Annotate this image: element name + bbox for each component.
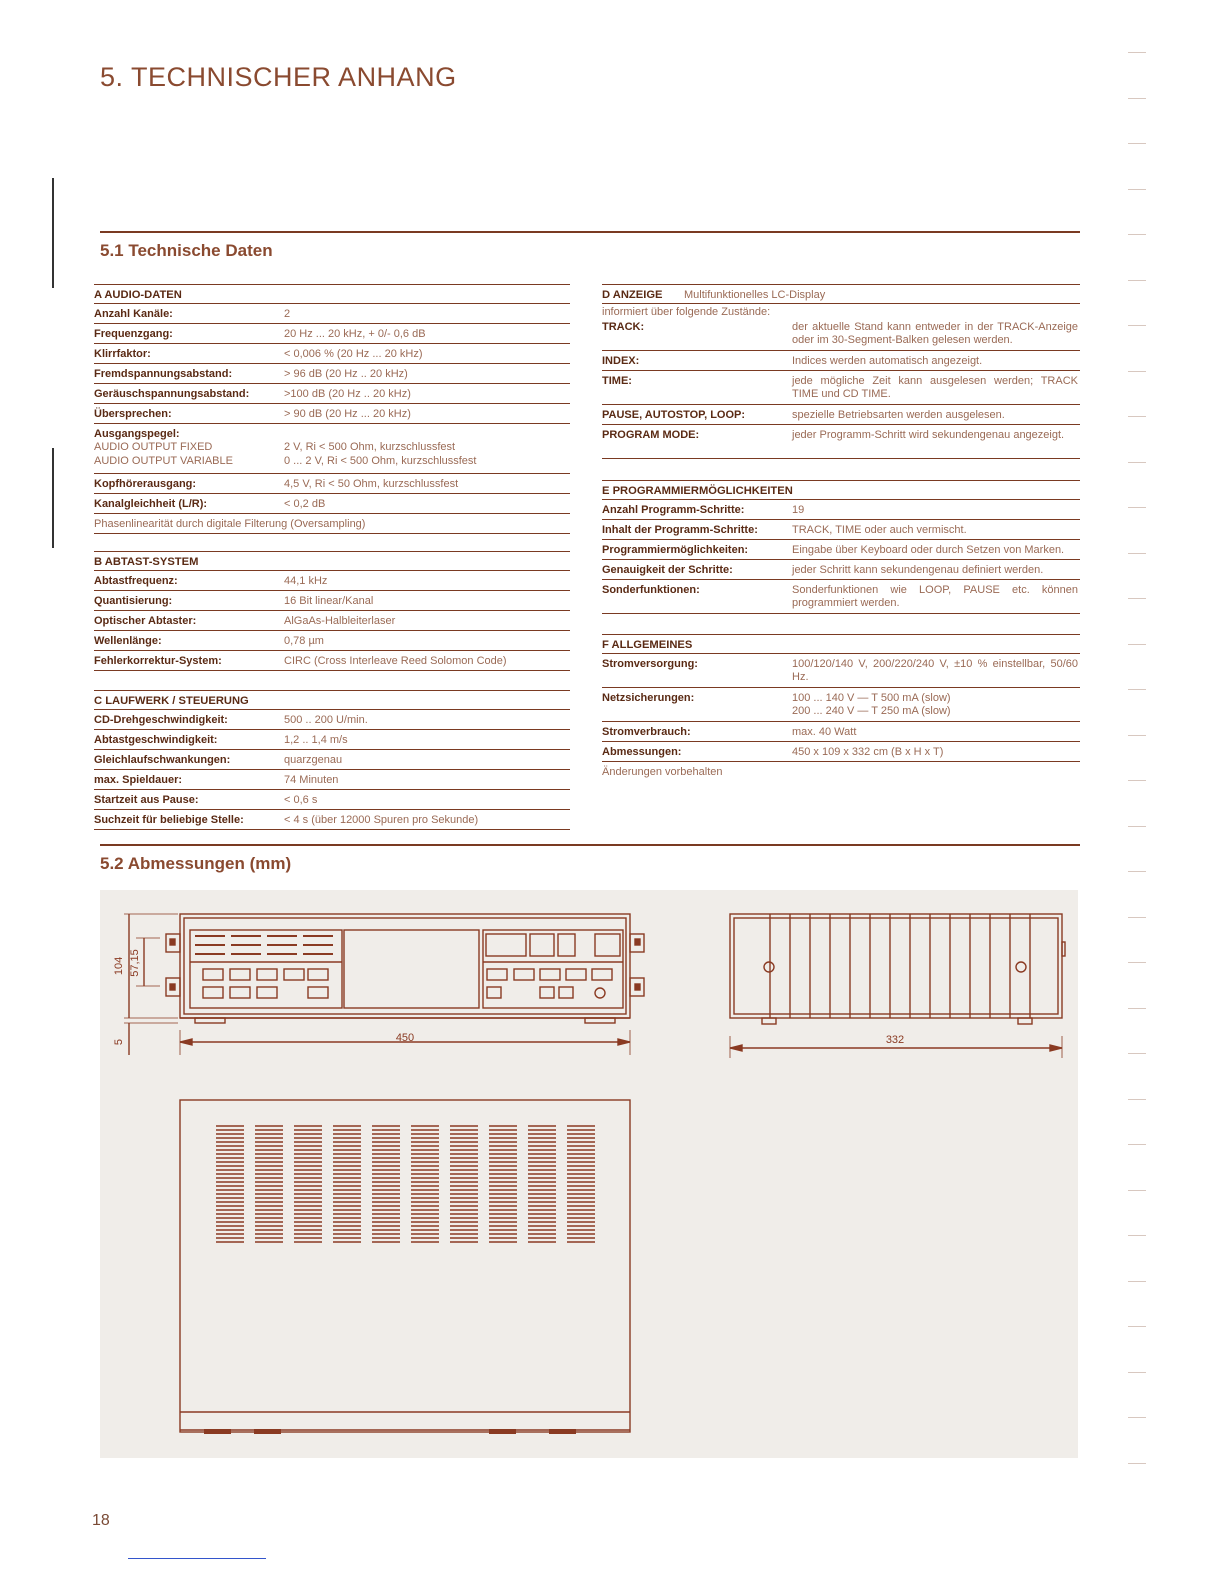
table-row: [94, 384, 570, 404]
row-value: < 0,6 s: [284, 794, 318, 806]
row-label: PROGRAM MODE:: [602, 429, 700, 441]
row-value: 74 Minuten: [284, 774, 339, 786]
row-value: < 0,2 dB: [284, 498, 326, 510]
row-value: quarzgenau: [284, 754, 343, 766]
margin-bar: [52, 178, 54, 288]
row-value: AlGaAs-Halbleiterlaser: [284, 615, 396, 627]
row-label: Frequenzgang:: [94, 328, 173, 340]
row-value: spezielle Betriebsarten werden ausgelesen.: [792, 409, 1005, 421]
row-value: jeder Schritt kann sekundengenau definiert werden.: [792, 564, 1044, 576]
table-row: [94, 364, 570, 384]
row-value: 44,1 kHz: [284, 575, 328, 587]
row-label: Inhalt der Programm-Schritte:: [602, 524, 758, 536]
depth-label: 332: [885, 1034, 905, 1046]
row-value: CIRC (Cross Interleave Reed Solomon Code): [284, 655, 507, 667]
row-value: 20 Hz ... 20 kHz, + 0/- 0,6 dB: [284, 328, 426, 340]
margin-tick: [1128, 917, 1146, 918]
table-row: [94, 514, 570, 534]
margin-tick: [1128, 507, 1146, 508]
table-row: [602, 520, 1080, 540]
row-value: > 90 dB (20 Hz ... 20 kHz): [284, 408, 411, 420]
row-label: Genauigkeit der Schritte:: [602, 564, 733, 576]
table-row: [94, 631, 570, 651]
row-value: < 4 s (über 12000 Spuren pro Sekunde): [284, 814, 479, 826]
row-value: 450 x 109 x 332 cm (B x H x T): [792, 746, 944, 758]
table-row: [602, 405, 1080, 425]
row-label: Kopfhörerausgang:: [94, 478, 197, 490]
margin-tick: [1128, 1372, 1146, 1373]
height-label: 104: [113, 956, 125, 976]
table-row: [602, 654, 1080, 688]
margin-tick: [1128, 1235, 1146, 1236]
table-row: [94, 790, 570, 810]
vent-grille: [216, 1126, 595, 1242]
row-value: der aktuelle Stand kann entweder in der TRACK-Anzeige oder im 30-Segment-Balken gelesen werden.: [792, 321, 1078, 346]
scan-line: [128, 1558, 266, 1559]
section-rule: [100, 231, 1080, 233]
table-row: [94, 424, 570, 474]
table-row: [94, 770, 570, 790]
row-sublabel: AUDIO OUTPUT VARIABLE: [94, 455, 233, 467]
margin-tick: [1128, 644, 1146, 645]
margin-tick: [1128, 462, 1146, 463]
laufwerk-table: [94, 690, 570, 830]
row-label: Anzahl Programm-Schritte:: [602, 504, 745, 516]
row-label: Gleichlaufschwankungen:: [94, 754, 231, 766]
margin-tick: [1128, 1417, 1146, 1418]
row-label: Programmiermöglichkeiten:: [602, 544, 749, 556]
margin-tick: [1128, 143, 1146, 144]
table-row: [602, 500, 1080, 520]
row-label: Fehlerkorrektur-System:: [94, 655, 222, 667]
row-label: TRACK:: [602, 321, 645, 333]
table-row: [602, 317, 1080, 351]
programm-table: [602, 480, 1080, 614]
row-value: 2 V, Ri < 500 Ohm, kurzschlussfest: [284, 441, 456, 453]
allgemein-note: Änderungen vorbehalten: [602, 766, 723, 778]
allgemein-table: [602, 634, 1080, 780]
margin-tick: [1128, 1053, 1146, 1054]
margin-tick: [1128, 1099, 1146, 1100]
row-value: 500 .. 200 U/min.: [284, 714, 368, 726]
table-row: [94, 651, 570, 671]
table-row: [94, 324, 570, 344]
laufwerk-heading: C LAUFWERK / STEUERUNG: [94, 695, 249, 707]
table-row: [94, 304, 570, 324]
row-label: Stromversorgung:: [602, 658, 698, 670]
margin-tick: [1128, 416, 1146, 417]
programm-heading: E PROGRAMMIERMÖGLICHKEITEN: [602, 485, 793, 497]
row-label: Netzsicherungen:: [602, 692, 695, 704]
margin-tick: [1128, 598, 1146, 599]
margin-tick: [1128, 780, 1146, 781]
row-value: 100 ... 140 V — T 500 mA (slow): [792, 692, 951, 704]
table-row: [602, 742, 1080, 762]
abtast-table: [94, 551, 570, 671]
margin-tick: [1128, 52, 1146, 53]
front-view-drawing: [124, 914, 644, 1055]
table-row: [94, 494, 570, 514]
table-row: [94, 710, 570, 730]
table-row: [602, 722, 1080, 742]
margin-tick: [1128, 280, 1146, 281]
margin-bar: [52, 448, 54, 548]
row-label: Optischer Abtaster:: [94, 615, 197, 627]
row-label: PAUSE, AUTOSTOP, LOOP:: [602, 409, 746, 421]
table-row: [602, 540, 1080, 560]
row-value: 16 Bit linear/Kanal: [284, 595, 374, 607]
row-value: Indices werden automatisch angezeigt.: [792, 355, 983, 367]
margin-tick: [1128, 735, 1146, 736]
margin-tick: [1128, 553, 1146, 554]
row-label: INDEX:: [602, 355, 640, 367]
margin-tick: [1128, 826, 1146, 827]
margin-tick: [1128, 234, 1146, 235]
row-value: 2: [284, 308, 291, 320]
table-row: [602, 425, 1080, 459]
feet-label: 5: [113, 1038, 125, 1046]
row-label: Stromverbrauch:: [602, 726, 691, 738]
table-row: [602, 688, 1080, 722]
row-value: 100/120/140 V, 200/220/240 V, ±10 % einstellbar, 50/60 Hz.: [792, 658, 1078, 683]
row-value: 200 ... 240 V — T 250 mA (slow): [792, 705, 951, 717]
audio-table: [94, 284, 570, 534]
margin-tick: [1128, 371, 1146, 372]
anzeige-intro: informiert über folgende Zustände:: [602, 306, 771, 318]
row-value: TRACK, TIME oder auch vermischt.: [792, 524, 967, 536]
row-label: Sonderfunktionen:: [602, 584, 700, 596]
row-label: Startzeit aus Pause:: [94, 794, 199, 806]
table-row: [94, 474, 570, 494]
allgemein-heading: F ALLGEMEINES: [602, 639, 693, 651]
row-label: Ausgangspegel:: [94, 428, 180, 440]
margin-tick: [1128, 189, 1146, 190]
margin-tick: [1128, 1326, 1146, 1327]
row-label: TIME:: [602, 375, 632, 387]
abtast-heading: B ABTAST-SYSTEM: [94, 556, 199, 568]
row-label: Klirrfaktor:: [94, 348, 151, 360]
table-row: [94, 591, 570, 611]
table-row: [94, 571, 570, 591]
row-value: 0 ... 2 V, Ri < 500 Ohm, kurzschlussfest: [284, 455, 477, 467]
margin-tick: [1128, 689, 1146, 690]
row-label: Wellenlänge:: [94, 635, 162, 647]
row-label: Abtastgeschwindigkeit:: [94, 734, 218, 746]
margin-tick: [1128, 1144, 1146, 1145]
section-title: 5.1 Technische Daten: [100, 241, 273, 260]
table-row: [94, 730, 570, 750]
row-label: max. Spieldauer:: [94, 774, 183, 786]
top-view-drawing: [180, 1100, 630, 1433]
row-value: < 0,006 % (20 Hz ... 20 kHz): [284, 348, 423, 360]
anzeige-heading-value: Multifunktionelles LC-Display: [684, 289, 826, 301]
row-value: 19: [792, 504, 805, 516]
audio-heading: A AUDIO-DATEN: [94, 289, 182, 301]
anzeige-heading: D ANZEIGE: [602, 289, 663, 301]
row-label: Kanalgleichheit (L/R):: [94, 498, 208, 510]
row-label: Abmessungen:: [602, 746, 682, 758]
row-value: >100 dB (20 Hz .. 20 kHz): [284, 388, 411, 400]
row-label: Suchzeit für beliebige Stelle:: [94, 814, 244, 826]
section-rule: [100, 844, 1080, 846]
inner-height-label: 57,15: [129, 949, 141, 977]
row-value: jeder Programm-Schritt wird sekundengenau angezeigt.: [792, 429, 1065, 441]
row-label: CD-Drehgeschwindigkeit:: [94, 714, 228, 726]
row-value: jede mögliche Zeit kann ausgelesen werden; TRACK TIME und CD TIME.: [792, 375, 1078, 400]
margin-tick: [1128, 1008, 1146, 1009]
row-value: 0,78 µm: [284, 635, 324, 647]
row-value: Sonderfunktionen wie LOOP, PAUSE etc. können programmiert werden.: [792, 584, 1078, 609]
page-title: 5. TECHNISCHER ANHANG: [100, 62, 457, 92]
margin-tick: [1128, 1281, 1146, 1282]
table-row: [94, 810, 570, 830]
page-number: 18: [92, 1512, 110, 1529]
row-label: Geräuschspannungsabstand:: [94, 388, 250, 400]
row-value: 4,5 V, Ri < 50 Ohm, kurzschlussfest: [284, 478, 459, 490]
row-label: Fremdspannungsabstand:: [94, 368, 233, 380]
table-row: [94, 611, 570, 631]
section-title: 5.2 Abmessungen (mm): [100, 854, 292, 873]
table-row: [602, 560, 1080, 580]
row-label: Quantisierung:: [94, 595, 173, 607]
row-value: max. 40 Watt: [792, 726, 857, 738]
dimension-drawings: [100, 890, 1078, 1458]
table-row: [602, 371, 1080, 405]
table-row: [94, 404, 570, 424]
row-sublabel: AUDIO OUTPUT FIXED: [94, 441, 213, 453]
margin-tick: [1128, 962, 1146, 963]
table-row: [94, 750, 570, 770]
width-label: 450: [395, 1032, 415, 1044]
margin-tick: [1128, 871, 1146, 872]
table-row: [94, 344, 570, 364]
margin-tick: [1128, 1190, 1146, 1191]
margin-tick: [1128, 1463, 1146, 1464]
table-row: [602, 580, 1080, 614]
row-note: Phasenlinearität durch digitale Filterung (Oversampling): [94, 518, 366, 530]
table-row: [602, 351, 1080, 371]
row-value: > 96 dB (20 Hz .. 20 kHz): [284, 368, 408, 380]
margin-tick: [1128, 325, 1146, 326]
row-label: Abtastfrequenz:: [94, 575, 178, 587]
row-label: Übersprechen:: [94, 408, 172, 420]
row-value: 1,2 .. 1,4 m/s: [284, 734, 348, 746]
row-value: Eingabe über Keyboard oder durch Setzen von Marken.: [792, 544, 1065, 556]
row-label: Anzahl Kanäle:: [94, 308, 173, 320]
margin-tick: [1128, 98, 1146, 99]
anzeige-table: [602, 284, 1080, 459]
